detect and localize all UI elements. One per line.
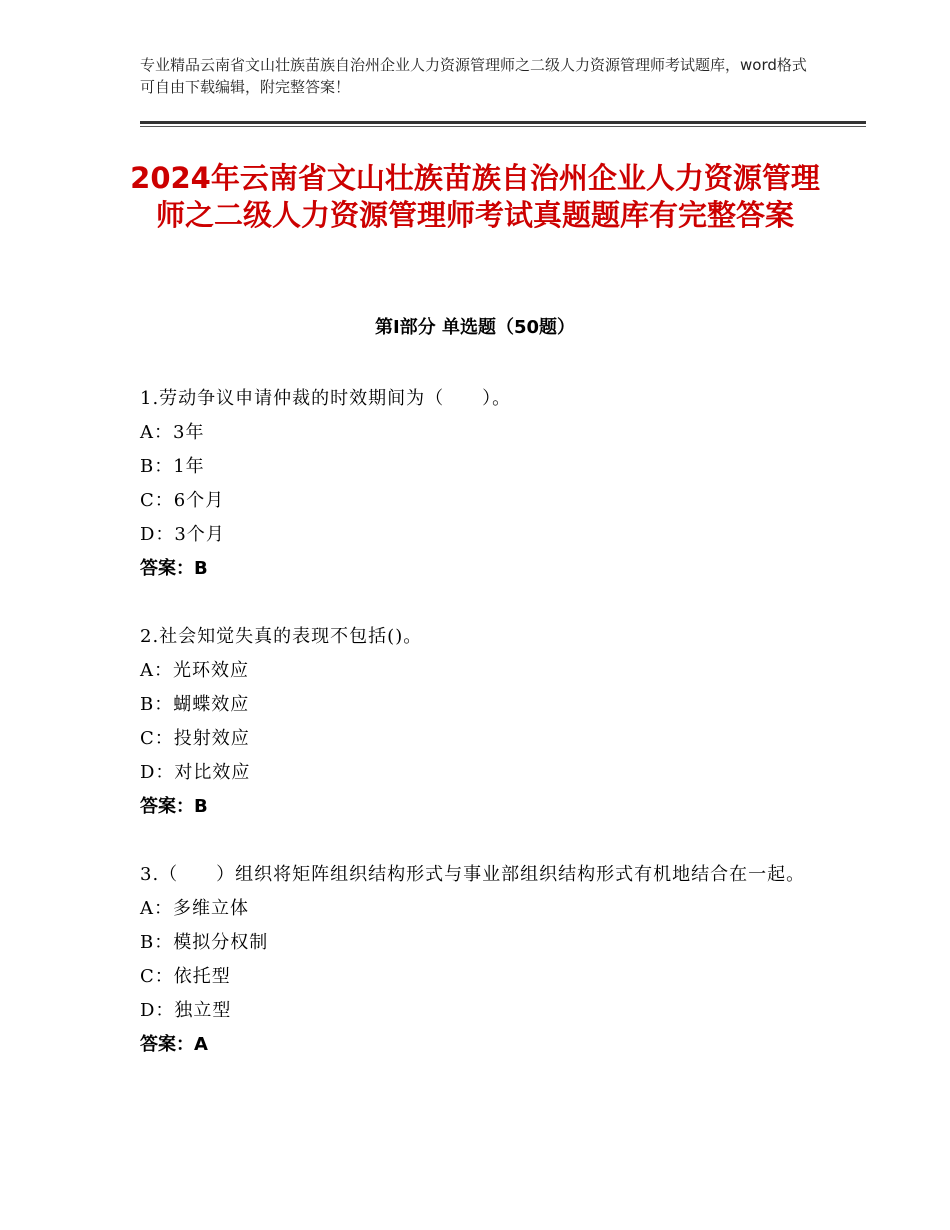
option-a: A：光环效应: [140, 660, 249, 681]
option-b: B：1年: [140, 456, 205, 477]
question-item: [140, 382, 820, 586]
option-c: C：6个月: [140, 490, 225, 511]
answer-line: 答案：A: [140, 1034, 208, 1055]
section-heading: 第Ⅰ部分 单选题（50题）: [374, 317, 575, 338]
option-a: A：多维立体: [140, 898, 249, 919]
answer-line: 答案：B: [140, 796, 208, 817]
answer-line: 答案：B: [140, 558, 208, 579]
header-rule-thick: [140, 121, 866, 124]
question-stem: 3.（ ）组织将矩阵组织结构形式与事业部组织结构形式有机地结合在一起。: [140, 864, 806, 885]
question-item: [140, 858, 820, 1062]
question-list: [140, 382, 820, 1096]
option-a: A：3年: [140, 422, 205, 443]
option-d: D：3个月: [140, 524, 225, 545]
option-d: D：对比效应: [140, 762, 251, 783]
option-d: D：独立型: [140, 1000, 232, 1021]
question-item: [140, 620, 820, 824]
question-stem: 2.社会知觉失真的表现不包括()。: [140, 626, 423, 647]
header-note: 专业精品云南省文山壮族苗族自治州企业人力资源管理师之二级人力资源管理师考试题库，word格式可自由下载编辑，附完整答案！: [140, 56, 807, 96]
option-b: B：模拟分权制: [140, 932, 269, 953]
option-b: B：蝴蝶效应: [140, 694, 250, 715]
header-rule-thin: [140, 126, 866, 127]
question-stem: 1.劳动争议申请仲裁的时效期间为（ ）。: [140, 388, 512, 409]
option-c: C：依托型: [140, 966, 231, 987]
document-title: 2024年云南省文山壮族苗族自治州企业人力资源管理师之二级人力资源管理师考试真题题库有完整答案: [130, 161, 820, 232]
option-c: C：投射效应: [140, 728, 250, 749]
